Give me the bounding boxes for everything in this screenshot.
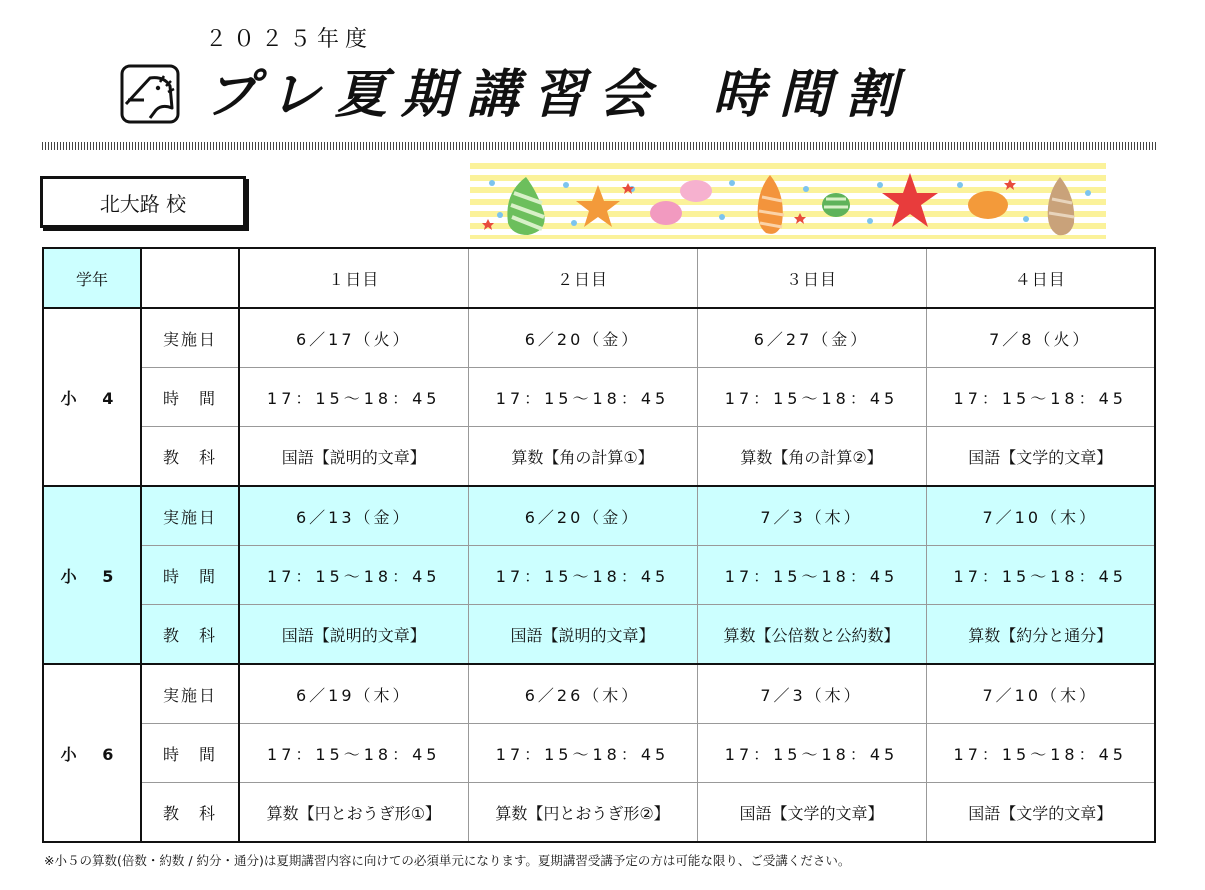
footnote: ※小５の算数(倍数・約数 / 約分・通分)は夏期講習内容に向けての必須単元になります。夏期講習受講予定の方は可能な限り、ご受講ください。 [44,853,851,868]
table-row [43,368,1155,427]
date-cell: 6／20（金） [468,486,697,546]
row-label-time: 時 間 [141,368,239,427]
time-cell: 17：15～18：45 [926,546,1155,605]
date-cell: 6／26（木） [468,664,697,724]
subject-cell: 国語【説明的文章】 [239,427,468,487]
time-cell: 17：15～18：45 [926,724,1155,783]
date-cell: 6／20（金） [468,308,697,368]
hatched-divider [42,142,1156,150]
row-label-subject: 教 科 [141,783,239,843]
row-label-time: 時 間 [141,546,239,605]
title-main: プレ夏期講習会 [205,65,665,125]
time-cell: 17：15～18：45 [468,368,697,427]
time-cell: 17：15～18：45 [697,546,926,605]
subject-cell: 算数【角の計算①】 [468,427,697,487]
row-label-subject: 教 科 [141,427,239,487]
day-header-2: ２日目 [468,248,697,308]
row-label-date: 実施日 [141,664,239,724]
time-cell: 17：15～18：45 [239,368,468,427]
school-name: 北大路 校 [99,191,187,216]
time-cell: 17：15～18：45 [697,724,926,783]
table-row [43,427,1155,487]
header-row [43,248,1155,308]
date-cell: 7／10（木） [926,486,1155,546]
title-sub: 時間割 [712,65,911,125]
date-cell: 6／17（火） [239,308,468,368]
school-name-box [40,176,246,228]
day-header-1: １日目 [239,248,468,308]
table-row [43,724,1155,783]
day-header-4: ４日目 [926,248,1155,308]
seashell-starfish-banner [470,163,1106,239]
subject-cell: 国語【文学的文章】 [926,427,1155,487]
row-label-time: 時 間 [141,724,239,783]
time-cell: 17：15～18：45 [926,368,1155,427]
subject-cell: 算数【約分と通分】 [926,605,1155,665]
time-cell: 17：15～18：45 [468,546,697,605]
table-row [43,664,1155,724]
year-label: ２０２５年度 [205,27,374,52]
time-cell: 17：15～18：45 [468,724,697,783]
row-label-subject: 教 科 [141,605,239,665]
date-cell: 6／13（金） [239,486,468,546]
table-row [43,308,1155,368]
subject-cell: 算数【角の計算②】 [697,427,926,487]
grade-header: 学年 [43,248,141,308]
grade-cell: 小 4 [43,308,141,486]
date-cell: 6／27（金） [697,308,926,368]
subject-cell: 国語【文学的文章】 [926,783,1155,843]
date-cell: 7／3（木） [697,486,926,546]
subject-cell: 国語【説明的文章】 [468,605,697,665]
table-row [43,605,1155,665]
timetable [42,247,1156,843]
table-row [43,486,1155,546]
grade-cell: 小 6 [43,664,141,842]
horse-head-logo-icon [120,64,180,124]
time-cell: 17：15～18：45 [239,546,468,605]
page-title [205,62,911,128]
day-header-3: ３日目 [697,248,926,308]
subject-cell: 算数【円とおうぎ形②】 [468,783,697,843]
date-cell: 6／19（木） [239,664,468,724]
date-cell: 7／3（木） [697,664,926,724]
date-cell: 7／8（火） [926,308,1155,368]
date-cell: 7／10（木） [926,664,1155,724]
label-header [141,248,239,308]
row-label-date: 実施日 [141,486,239,546]
subject-cell: 国語【文学的文章】 [697,783,926,843]
table-row [43,546,1155,605]
subject-cell: 国語【説明的文章】 [239,605,468,665]
table-row [43,783,1155,843]
subject-cell: 算数【公倍数と公約数】 [697,605,926,665]
subject-cell: 算数【円とおうぎ形①】 [239,783,468,843]
row-label-date: 実施日 [141,308,239,368]
grade-cell: 小 5 [43,486,141,664]
time-cell: 17：15～18：45 [697,368,926,427]
time-cell: 17：15～18：45 [239,724,468,783]
